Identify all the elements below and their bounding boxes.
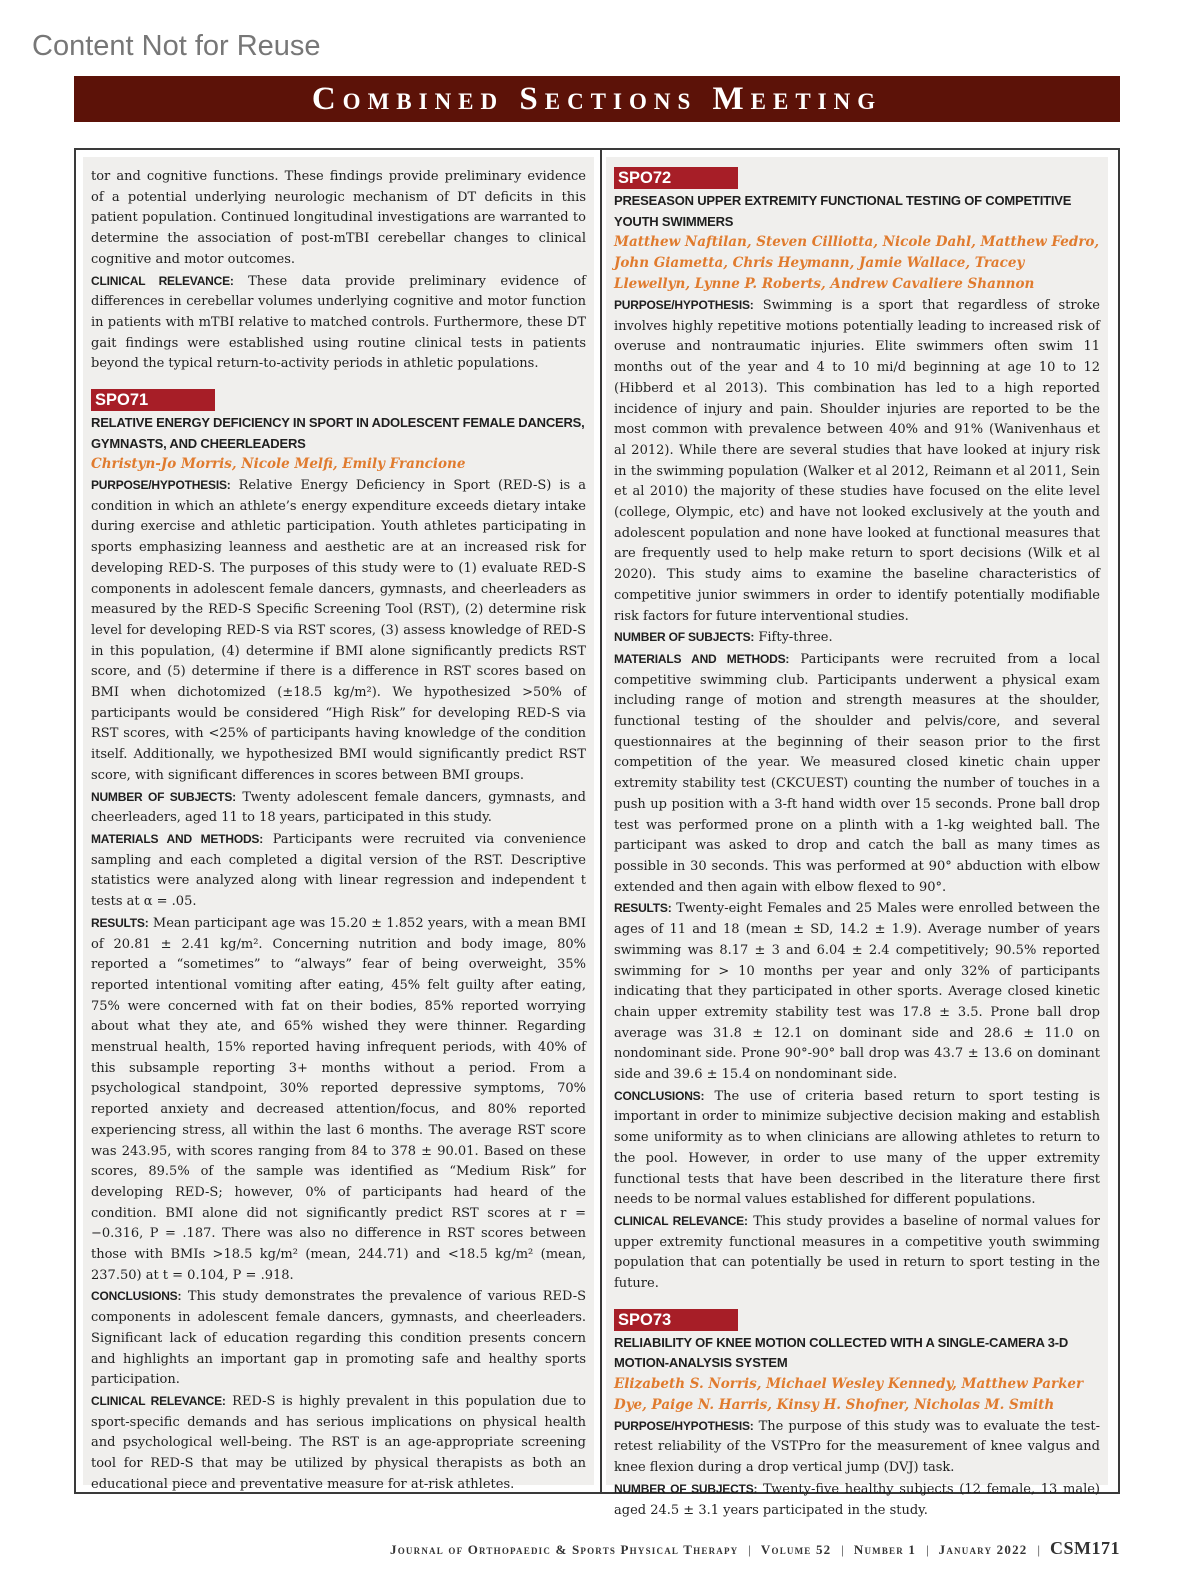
- section-text: Fifty-three.: [754, 630, 833, 646]
- continued-text: tor and cognitive functions. These findings provide preliminary evidence of a potential underlying neurologic mechanism of DT deficits in this patient population. Continued longitudinal investigations are warranted to determine the association of post-mTBI cerebellar changes to clinical cognitive and motor outcomes.: [91, 169, 586, 267]
- subjects-paragraph: [614, 627, 1100, 649]
- section-text: Twenty-eight Females and 25 Males were enrolled between the ages of 11 and 18 (mean ± SD, 14.2 ± 1.9). Average number of years swimming was 8.17 ± 3 and 6.04 ± 2.4 competitively; 90.5% reported swimming for > 10 months per year and only 32% of participants indicating that they participated in other sports. Average closed kinetic chain upper extremity stability test was 17.8 ± 3.5. Prone ball drop average was 31.8 ± 12.1 on dominant side and 28.6 ± 11.0 on nondominant side. Prone 90°-90° ball drop was 43.7 ± 13.6 on dominant side and 39.6 ± 15.4 on nondominant side.: [614, 901, 1100, 1083]
- journal-date: January 2022: [938, 1542, 1028, 1557]
- results-paragraph: [91, 913, 586, 1287]
- section-label: NUMBER OF SUBJECTS:: [614, 1481, 758, 1496]
- banner-title: Combined Sections Meeting: [311, 80, 883, 117]
- previous-clinical-relevance: [91, 271, 586, 376]
- page-footer: [390, 1538, 1120, 1559]
- footer-separator: |: [1037, 1543, 1040, 1557]
- section-label: CONCLUSIONS:: [91, 1289, 182, 1304]
- results-paragraph: [614, 898, 1100, 1085]
- abstract-id-badge: SPO73: [614, 1309, 738, 1331]
- subjects-paragraph: [614, 1479, 1100, 1521]
- section-text: This study demonstrates the prevalence of various RED-S components in adolescent female dancers, gymnasts, and cheerleaders. Significant lack of education regarding this condition presents concern and highlights an important gap in promoting safe and healthy sports participation.: [91, 1289, 586, 1388]
- section-label: RESULTS:: [91, 915, 149, 930]
- abstract-id-badge: SPO71: [91, 389, 215, 411]
- section-label: MATERIALS AND METHODS:: [614, 651, 790, 666]
- section-text: Twenty adolescent female dancers, gymnasts, and cheerleaders, aged 11 to 18 years, participated in this study.: [91, 789, 586, 826]
- abstract-authors: Matthew Naftilan, Steven Cilliotta, Nicole Dahl, Matthew Fedro, John Giametta, Chris Heymann, Jamie Wallace, Tracey Llewellyn, Lynne P. Roberts, Andrew Cavaliere Shannon: [614, 234, 1100, 292]
- section-text: Participants were recruited from a local competitive swimming club. Participants underwent a physical exam including range of motion and strength measures at the shoulder, functional testing of the shoulder and pelvis/core, and several questionnaires at the beginning of their season prior to the first competition of the year. We measured closed kinetic chain upper extremity stability test (CKCUEST) counting the number of touches in a push up position with a 3-ft hand width over 15 seconds. Prone ball drop test was performed prone on a plinth with a 1-kg weighted ball. The participant was asked to drop and catch the ball as many times as possible in 30 seconds. This was performed at 90° abduction with elbow extended and then again with elbow flexed to 90°.: [614, 651, 1100, 895]
- section-label: NUMBER OF SUBJECTS:: [91, 789, 236, 804]
- section-label: CLINICAL RELEVANCE:: [91, 273, 234, 288]
- section-label: CONCLUSIONS:: [614, 1088, 705, 1103]
- purpose-paragraph: [91, 475, 586, 787]
- column-divider: [600, 150, 602, 1492]
- clinical-relevance-paragraph: [614, 1211, 1100, 1295]
- footer-separator: |: [748, 1543, 751, 1557]
- methods-paragraph: [91, 829, 586, 913]
- section-label: NUMBER OF SUBJECTS:: [614, 630, 755, 645]
- abstract-authors: Christyn-Jo Morris, Nicole Melfi, Emily Francione: [91, 456, 466, 473]
- section-label: RESULTS:: [614, 901, 672, 916]
- section-label: PURPOSE/HYPOTHESIS:: [614, 1418, 754, 1433]
- purpose-paragraph: [614, 1416, 1100, 1479]
- abstract-title: PRESEASON UPPER EXTREMITY FUNCTIONAL TESTING OF COMPETITIVE YOUTH SWIMMERS: [614, 193, 1072, 229]
- section-label: MATERIALS AND METHODS:: [91, 831, 264, 846]
- section-text: Twenty-five healthy subjects (12 female, 13 male) aged 24.5 ± 3.1 years participated in the study.: [614, 1481, 1100, 1518]
- journal-volume: Volume 52: [760, 1542, 832, 1557]
- section-label: PURPOSE/HYPOTHESIS:: [91, 478, 231, 493]
- section-text: This study provides a baseline of normal values for upper extremity functional measures in a competitive youth swimming population that can potentially be used in return to sport testing in the future.: [614, 1213, 1100, 1292]
- section-text: These data provide preliminary evidence of differences in cerebellar volumes underlying cognitive and motor function in patients with mTBI relative to matched controls. Furthermore, these DT gait findings were established using routine clinical tests in patients beyond the typical return-to-activity periods in athletic populations.: [91, 273, 586, 372]
- section-text: Swimming is a sport that regardless of stroke involves highly repetitive motions potentially leading to increased risk of overuse and nontraumatic injuries. Elite swimmers often swim 11 months out of the year and 4 to 10 mi/d beginning at age 10 to 12 (Hibberd et al 2013). This combination has led to a high reported incidence of injury and pain. Shoulder injuries are reported to be the most common with prevalence between 40% and 91% (Wanivenhaus et al 2012). While there are several studies that have looked at injury risk in the swimming population (Walker et al 2012, Reimann et al 2011, Sein et al 2010) the majority of these studies have focused on the elite level (college, Olympic, etc) and have not looked exclusively at the youth and adolescent population and none have looked at functional measures that are frequently used to help make return to sport decisions (Wilk et al 2020). This study aims to examine the baseline characteristics of competitive junior swimmers in order to identify potentially modifiable risk factors for future interventional studies.: [614, 298, 1100, 624]
- footer-separator: |: [926, 1543, 929, 1557]
- content-frame: [74, 148, 1120, 1518]
- section-label: CLINICAL RELEVANCE:: [614, 1213, 748, 1228]
- section-label: CLINICAL RELEVANCE:: [91, 1393, 226, 1408]
- purpose-paragraph: [614, 295, 1100, 627]
- abstract-title: RELATIVE ENERGY DEFICIENCY IN SPORT IN ADOLESCENT FEMALE DANCERS, GYMNASTS, AND CHEERLEADERS: [91, 415, 585, 451]
- journal-number: Number 1: [853, 1542, 917, 1557]
- section-text: The purpose of this study was to evaluate the test-retest reliability of the VSTPro for the measurement of knee valgus and knee flexion during a drop vertical jump (DVJ) task.: [614, 1418, 1100, 1476]
- conclusions-paragraph: [614, 1086, 1100, 1211]
- section-banner: [74, 76, 1120, 122]
- abstract-id-badge: SPO72: [614, 167, 738, 189]
- footer-separator: |: [841, 1543, 844, 1557]
- journal-name: Journal of Orthopaedic & Sports Physical Therapy: [390, 1542, 739, 1557]
- section-text: RED-S is highly prevalent in this population due to sport-specific demands and has serious implications on physical health and psychological well-being. The RST is an age-appropriate screening tool for RED-S that may be utilized by physical therapists as both an educational piece and preventative measure for at-risk athletes.: [91, 1393, 586, 1492]
- section-label: PURPOSE/HYPOTHESIS:: [614, 298, 754, 312]
- methods-paragraph: [614, 649, 1100, 898]
- right-column: [606, 157, 1108, 1518]
- subjects-paragraph: [91, 787, 586, 829]
- section-text: Participants were recruited via convenience sampling and each completed a digital version of the RST. Descriptive statistics were analyzed along with linear regression and independent t tests at α = .05.: [91, 831, 586, 910]
- section-text: Mean participant age was 15.20 ± 1.852 years, with a mean BMI of 20.81 ± 2.41 kg/m². Concerning nutrition and body image, 80% reported a “sometimes” to “always” fear of being overweight, 35% reported intentional vomiting after eating, 45% felt guilty after eating, 75% were concerned with fat on their bodies, 85% reported worrying about what they ate, and 65% wished they were thinner. Regarding menstrual health, 15% reported having infrequent periods, with 40% of this subsample reporting 3+ months without a period. From a psychological standpoint, 30% reported depressive symptoms, 70% reported anxiety and decreased attention/focus, and 80% reported experiencing stress, all within the last 6 months. The average RST score was 243.95, with scores ranging from 84 to 378 ± 90.01. Based on these scores, 89.5% of the sample was identified as “Medium Risk” for developing RED-S; however, 0% of participants had heard of the condition. BMI alone did not significantly predict RST scores at r = −0.316, P = .187. There was also no difference in RST scores between those with BMIs >18.5 kg/m² (mean, 244.71) and <18.5 kg/m² (mean, 237.50) at t = 0.104, P = .918.: [91, 915, 586, 1283]
- watermark: Content Not for Reuse: [32, 30, 321, 62]
- abstract-authors: Elizabeth S. Norris, Michael Wesley Kennedy, Matthew Parker Dye, Paige N. Harris, Kinsy H. Shofner, Nicholas M. Smith: [614, 1375, 1084, 1413]
- section-text: Relative Energy Deficiency in Sport (RED-S) is a condition in which an athlete’s energy expenditure exceeds dietary intake during exercise and athletic participation. Youth athletes participating in sports emphasizing leanness and aesthetic are at an increased risk for developing RED-S. The purposes of this study were to (1) evaluate RED-S components in adolescent female dancers, gymnasts, and cheerleaders as measured by the RED-S Specific Screening Tool (RST), (2) determine risk level for developing RED-S via RST scores, (3) assess knowledge of RED-S in this population, (4) determine if BMI alone significantly predicts RST score, and (5) determine if there is a difference in RST scores based on BMI when dichotomized (±18.5 kg/m²). We hypothesized >50% of participants would be considered “High Risk” for developing RED-S via RST scores, with <25% of participants having knowledge of the condition itself. Additionally, we hypothesized BMI would significantly predict RST score, with significant differences in scores between BMI groups.: [91, 478, 586, 783]
- clinical-relevance-paragraph: [91, 1391, 586, 1496]
- abstract-title: RELIABILITY OF KNEE MOTION COLLECTED WITH A SINGLE-CAMERA 3-D MOTION-ANALYSIS SYSTEM: [614, 1334, 1069, 1371]
- section-text: The use of criteria based return to sport testing is important in order to minimize subjective decision making and establish some uniformity as to when clinicians are allowing athletes to return to the pool. However, in order to use many of the upper extremity functional tests that have been described in the literature there first needs to be normal values established for different populations.: [614, 1088, 1100, 1208]
- left-column: [83, 157, 594, 1492]
- page-number: CSM171: [1050, 1538, 1120, 1558]
- conclusions-paragraph: [91, 1286, 586, 1391]
